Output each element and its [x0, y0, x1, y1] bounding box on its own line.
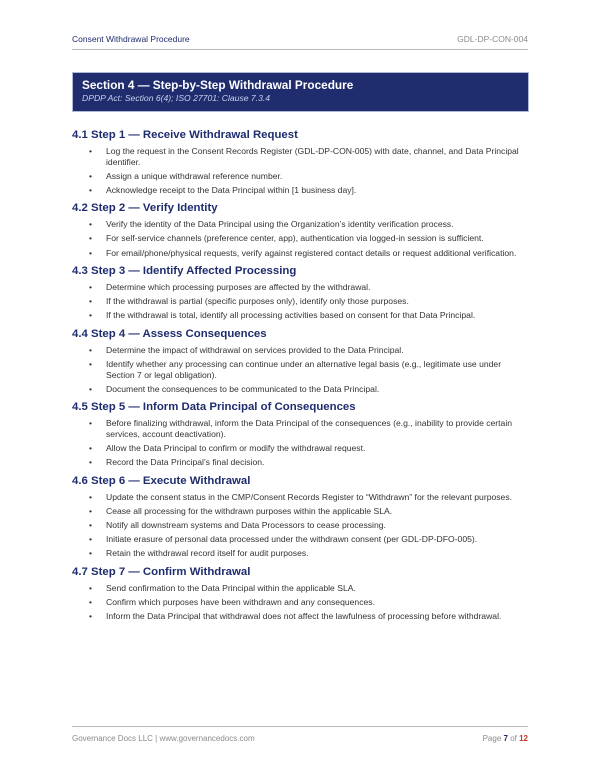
step-bullet: • Determine the impact of withdrawal on services provided to the Data Principal.: [72, 345, 532, 356]
step-heading: 4.5 Step 5 — Inform Data Principal of Consequences: [72, 401, 356, 414]
step-bullet: • Confirm which purposes have been withdrawn and any consequences.: [72, 597, 532, 608]
procedure-step: [72, 565, 532, 622]
procedure-step: [72, 327, 532, 394]
step-heading: 4.2 Step 2 — Verify Identity: [72, 202, 218, 215]
step-bullet-list: [72, 418, 532, 467]
procedure-step: [72, 201, 532, 258]
page-label: Page: [482, 734, 502, 743]
document-code: GDL-DP-CON-004: [457, 34, 528, 44]
step-bullet: • Update the consent status in the CMP/Consent Records Register to “Withdrawn” for the relevant purposes.: [72, 492, 532, 503]
step-heading: 4.3 Step 3 — Identify Affected Processing: [72, 265, 297, 278]
footer-company: Governance Docs LLC | www.governancedocs.com: [72, 734, 255, 743]
document-title: Consent Withdrawal Procedure: [72, 34, 190, 44]
step-bullet: • Assign a unique withdrawal reference number.: [72, 171, 532, 182]
step-bullet: • Send confirmation to the Data Principal within the applicable SLA.: [72, 583, 532, 594]
page-indicator: [483, 734, 528, 743]
step-bullet-list: [72, 583, 532, 622]
section-title: Section 4 — Step-by-Step Withdrawal Procedure: [82, 78, 354, 92]
step-bullet: • If the withdrawal is partial (specific purposes only), identify only those purposes.: [72, 296, 532, 307]
step-bullet: • For email/phone/physical requests, verify against registered contact details or request additional verification.: [72, 248, 532, 259]
page-number: 7: [503, 734, 508, 743]
step-bullet: • If the withdrawal is total, identify all processing activities based on consent for that Data Principal.: [72, 310, 532, 321]
step-bullet: • For self-service channels (preference center, app), authentication via logged-in session is sufficient.: [72, 233, 532, 244]
step-bullet: • Notify all downstream systems and Data Processors to cease processing.: [72, 520, 532, 531]
step-bullet-list: [72, 219, 532, 258]
procedure-step: [72, 128, 532, 195]
procedure-step: [72, 264, 532, 321]
section-banner: [72, 72, 529, 112]
step-bullet: • Initiate erasure of personal data processed under the withdrawn consent (per GDL-DP-DFO-005).: [72, 534, 532, 545]
step-bullet: • Inform the Data Principal that withdrawal does not affect the lawfulness of processing before withdrawal.: [72, 611, 532, 622]
page-header: [72, 34, 528, 50]
step-bullet-list: [72, 146, 532, 195]
step-heading: 4.1 Step 1 — Receive Withdrawal Request: [72, 129, 298, 141]
step-bullet-list: [72, 492, 532, 559]
procedure-step: [72, 474, 532, 559]
step-bullet-list: [72, 282, 532, 321]
step-bullet: • Record the Data Principal’s final decision.: [72, 457, 532, 468]
step-bullet: • Before finalizing withdrawal, inform the Data Principal of the consequences (e.g., inability to provide certain services, account deactivation).: [72, 418, 532, 439]
step-bullet: • Allow the Data Principal to confirm or modify the withdrawal request.: [72, 443, 532, 454]
step-bullet: • Identify whether any processing can continue under an alternative legal basis (e.g., legitimate use under Section 7 or legal obligation).: [72, 359, 532, 380]
section-references: DPDP Act: Section 6(4); ISO 27701: Clause 7.3.4: [82, 93, 271, 103]
page-of-label: of: [510, 734, 517, 743]
step-bullet: • Document the consequences to be communicated to the Data Principal.: [72, 384, 532, 395]
step-bullet-list: [72, 345, 532, 394]
step-bullet: • Determine which processing purposes are affected by the withdrawal.: [72, 282, 532, 293]
step-bullet: • Log the request in the Consent Records Register (GDL-DP-CON-005) with date, channel, and Data Principal identifier.: [72, 146, 532, 167]
page-footer: [72, 726, 528, 743]
step-bullet: • Verify the identity of the Data Principal using the Organization’s identity verification process.: [72, 219, 532, 230]
step-bullet: • Cease all processing for the withdrawn purposes within the applicable SLA.: [72, 506, 532, 517]
step-bullet: • Retain the withdrawal record itself for audit purposes.: [72, 548, 532, 559]
step-heading: 4.4 Step 4 — Assess Consequences: [72, 327, 267, 340]
step-bullet: • Acknowledge receipt to the Data Principal within [1 business day].: [72, 185, 532, 196]
page-total: 12: [519, 734, 528, 743]
document-body: [72, 128, 532, 627]
procedure-step: [72, 400, 532, 467]
step-heading: 4.7 Step 7 — Confirm Withdrawal: [72, 565, 251, 578]
step-heading: 4.6 Step 6 — Execute Withdrawal: [72, 474, 251, 487]
